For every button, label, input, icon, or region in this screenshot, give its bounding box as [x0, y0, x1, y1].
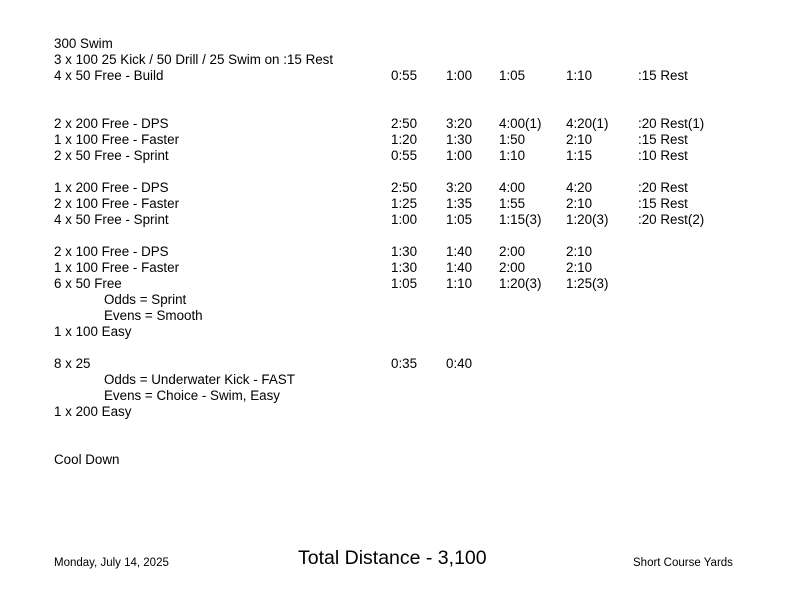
- interval-col-2: 0:40: [446, 356, 473, 371]
- interval-col-3: 4:00: [499, 180, 526, 195]
- rest-col: :10 Rest: [638, 148, 688, 163]
- total-distance: Total Distance - 3,100: [298, 547, 487, 569]
- rest-col: :20 Rest(2): [638, 212, 705, 227]
- set-note: Odds = Sprint: [104, 292, 187, 307]
- set-label: 2 x 100 Free - Faster: [54, 196, 180, 211]
- workout-note: [0, 388, 792, 404]
- interval-col-3: 1:20(3): [499, 276, 542, 291]
- interval-col-1: 1:30: [391, 244, 418, 259]
- set-label: 2 x 100 Free - DPS: [54, 244, 169, 259]
- interval-col-1: 1:20: [391, 132, 418, 147]
- workout-row-warmup-swim: [0, 36, 792, 52]
- interval-col-1: 1:05: [391, 276, 418, 291]
- workout-note: [0, 308, 792, 324]
- interval-col-4: 2:10: [566, 260, 593, 275]
- interval-col-3: 2:00: [499, 244, 526, 259]
- interval-col-1: 0:55: [391, 68, 418, 83]
- set-label: 1 x 200 Free - DPS: [54, 180, 169, 195]
- interval-col-1: 0:35: [391, 356, 418, 371]
- workout-row: [0, 148, 792, 164]
- interval-col-3: 1:10: [499, 148, 526, 163]
- footer-date: Monday, July 14, 2025: [54, 557, 169, 569]
- interval-col-2: 1:10: [446, 276, 473, 291]
- interval-col-2: 1:05: [446, 212, 473, 227]
- workout-row: [0, 212, 792, 228]
- set-note: Evens = Choice - Swim, Easy: [104, 388, 281, 403]
- set-label: 4 x 50 Free - Sprint: [54, 212, 169, 227]
- interval-col-4: 2:10: [566, 132, 593, 147]
- workout-row: [0, 180, 792, 196]
- interval-col-3: 2:00: [499, 260, 526, 275]
- set-label: 4 x 50 Free - Build: [54, 68, 164, 83]
- workout-row: [0, 356, 792, 372]
- set-label: 8 x 25: [54, 356, 91, 371]
- interval-col-4: 1:25(3): [566, 276, 609, 291]
- interval-col-4: 4:20(1): [566, 116, 609, 131]
- interval-col-3: 4:00(1): [499, 116, 542, 131]
- set-label: 3 x 100 25 Kick / 50 Drill / 25 Swim on :15 Rest: [54, 52, 334, 67]
- set-label: 2 x 50 Free - Sprint: [54, 148, 169, 163]
- rest-col: :20 Rest(1): [638, 116, 705, 131]
- workout-row: [0, 244, 792, 260]
- interval-col-2: 1:00: [446, 68, 473, 83]
- workout-row-kick-drill-swim: [0, 52, 792, 68]
- interval-col-1: 2:50: [391, 180, 418, 195]
- set-label: 1 x 100 Easy: [54, 324, 132, 339]
- interval-col-2: 1:40: [446, 244, 473, 259]
- interval-col-4: 1:10: [566, 68, 593, 83]
- interval-col-1: 2:50: [391, 116, 418, 131]
- interval-col-2: 3:20: [446, 180, 473, 195]
- set-label: 2 x 200 Free - DPS: [54, 116, 169, 131]
- set-label: Cool Down: [54, 452, 120, 467]
- workout-row-build: [0, 68, 792, 84]
- rest-col: :15 Rest: [638, 196, 688, 211]
- set-label: 6 x 50 Free: [54, 276, 122, 291]
- interval-col-4: 1:20(3): [566, 212, 609, 227]
- course-type: Short Course Yards: [633, 557, 733, 569]
- interval-col-4: 4:20: [566, 180, 593, 195]
- interval-col-3: 1:05: [499, 68, 526, 83]
- interval-col-2: 1:00: [446, 148, 473, 163]
- interval-col-1: 1:00: [391, 212, 418, 227]
- set-note: Evens = Smooth: [104, 308, 203, 323]
- interval-col-1: 1:30: [391, 260, 418, 275]
- set-label: 1 x 100 Free - Faster: [54, 260, 180, 275]
- workout-row: [0, 404, 792, 420]
- interval-col-3: 1:50: [499, 132, 526, 147]
- rest-col: :15 Rest: [638, 132, 688, 147]
- workout-row: [0, 276, 792, 292]
- set-note: Odds = Underwater Kick - FAST: [104, 372, 295, 387]
- workout-note: [0, 292, 792, 308]
- interval-col-4: 2:10: [566, 244, 593, 259]
- workout-row: [0, 196, 792, 212]
- workout-row: [0, 260, 792, 276]
- interval-col-1: 1:25: [391, 196, 418, 211]
- set-label: 1 x 100 Free - Faster: [54, 132, 180, 147]
- interval-col-3: 1:55: [499, 196, 526, 211]
- workout-note: [0, 372, 792, 388]
- rest-col: :20 Rest: [638, 180, 688, 195]
- interval-col-3: 1:15(3): [499, 212, 542, 227]
- set-label: 1 x 200 Easy: [54, 404, 132, 419]
- interval-col-2: 3:20: [446, 116, 473, 131]
- workout-row-cool-down: [0, 452, 792, 468]
- interval-col-2: 1:40: [446, 260, 473, 275]
- interval-col-4: 2:10: [566, 196, 593, 211]
- workout-row: [0, 132, 792, 148]
- interval-col-4: 1:15: [566, 148, 593, 163]
- set-label: 300 Swim: [54, 36, 113, 51]
- interval-col-1: 0:55: [391, 148, 418, 163]
- interval-col-2: 1:30: [446, 132, 473, 147]
- workout-row: [0, 116, 792, 132]
- interval-col-2: 1:35: [446, 196, 473, 211]
- rest-col: :15 Rest: [638, 68, 688, 83]
- workout-row: [0, 324, 792, 340]
